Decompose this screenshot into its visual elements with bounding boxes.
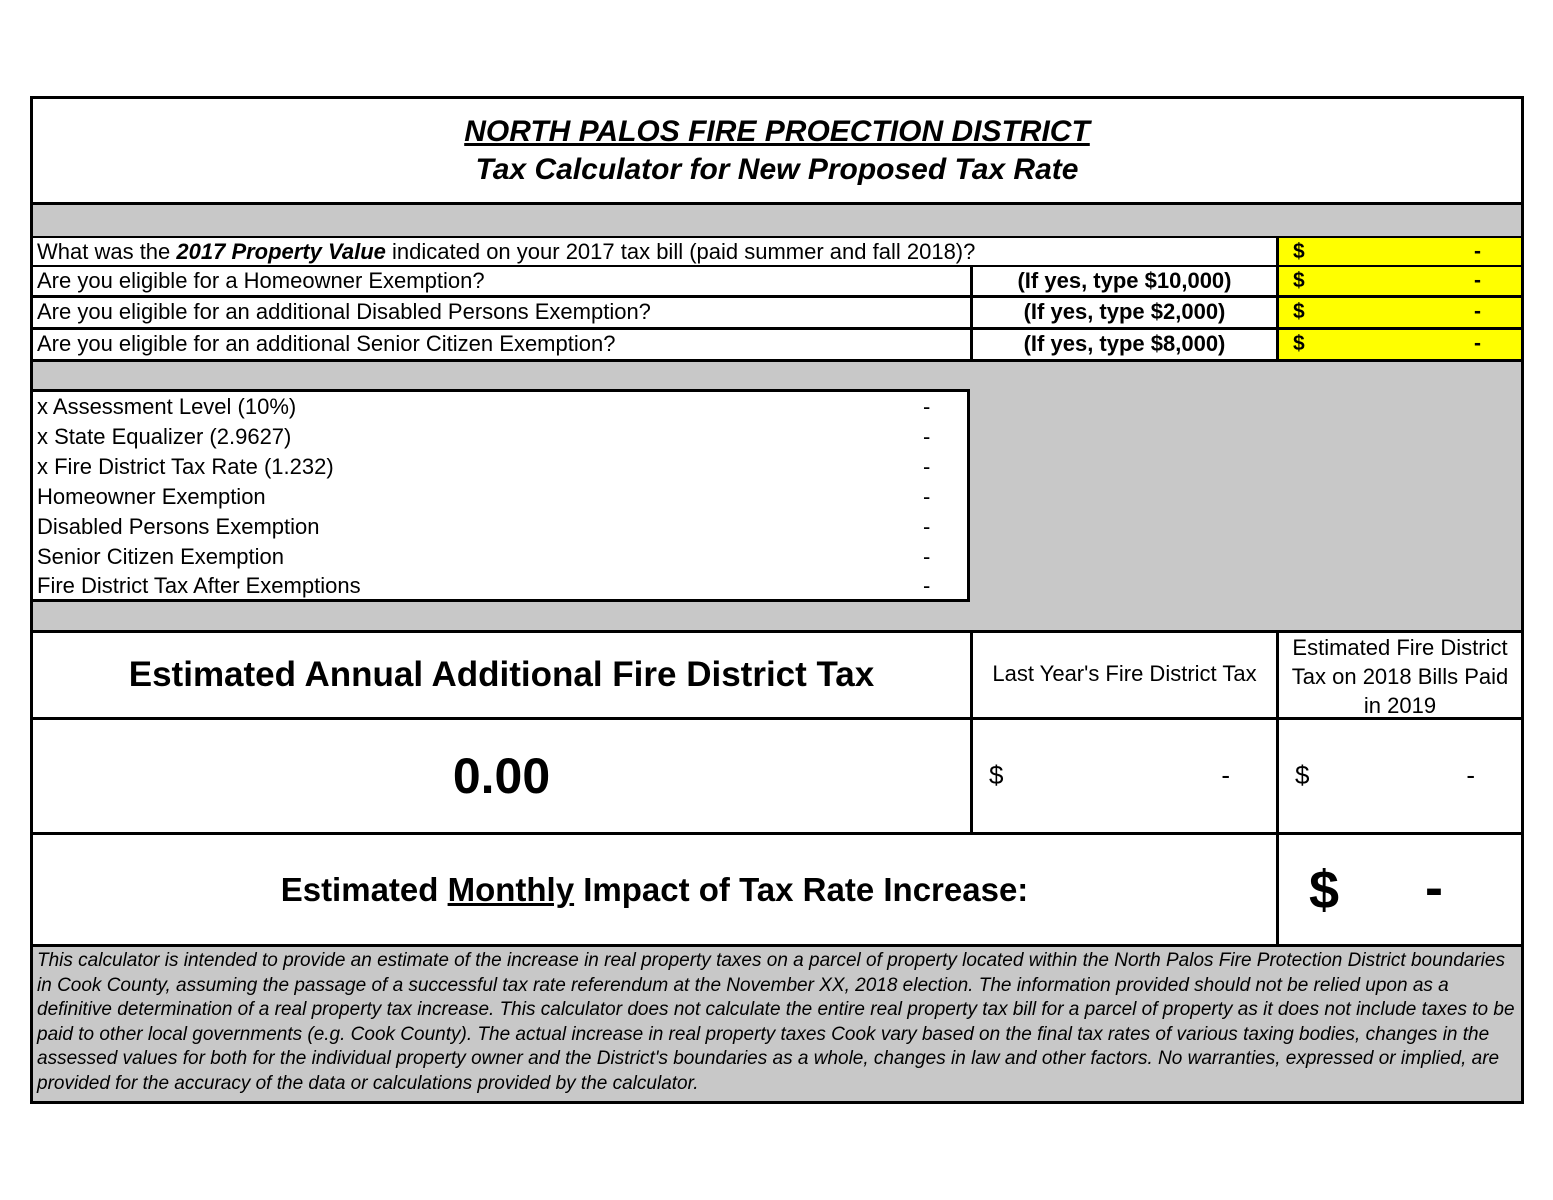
currency-symbol: $ [1309, 860, 1340, 920]
monthly-text-pre: Estimated [280, 871, 448, 908]
annual-tax-header: Estimated Annual Additional Fire District Tax [33, 630, 970, 720]
calc-label-after-exemptions: Fire District Tax After Exemptions [37, 573, 361, 598]
question-property-value [33, 236, 1276, 267]
calc-label-tax-rate: x Fire District Tax Rate (1.232) [37, 454, 334, 479]
calculation-breakdown [33, 389, 970, 602]
monthly-impact-value: - [1425, 858, 1443, 918]
question-text-pre: What was the [37, 239, 177, 264]
disabled-exemption-value: - [1474, 300, 1481, 323]
homeowner-hint: (If yes, type $10,000) [970, 267, 1276, 298]
property-value: - [1474, 240, 1481, 263]
calc-label-assessment: x Assessment Level (10%) [37, 394, 297, 419]
question-homeowner-exemption [33, 267, 970, 298]
monthly-impact-label [33, 835, 1276, 947]
annual-additional-tax-value: 0.00 [33, 720, 970, 835]
question-text: Are you eligible for an additional Senior Citizen Exemption? [37, 331, 616, 356]
calc-value-after-exemptions: - [923, 573, 931, 598]
currency-symbol: $ [989, 760, 1004, 790]
disabled-exemption-input[interactable] [1276, 298, 1521, 330]
currency-symbol: $ [1295, 760, 1310, 790]
question-text: Are you eligible for an additional Disabled Persons Exemption? [37, 299, 651, 324]
last-year-tax-header: Last Year's Fire District Tax [970, 630, 1276, 720]
question-disabled-exemption [33, 298, 970, 330]
district-title: NORTH PALOS FIRE PROECTION DISTRICT [464, 115, 1090, 148]
last-year-tax-value: - [1221, 760, 1230, 790]
question-text: Are you eligible for a Homeowner Exemption? [37, 268, 485, 293]
disabled-hint: (If yes, type $2,000) [970, 298, 1276, 330]
currency-symbol: $ [1293, 240, 1305, 263]
estimated-tax-header: Estimated Fire District Tax on 2018 Bills Paid in 2019 [1276, 630, 1521, 720]
currency-symbol: $ [1293, 332, 1305, 355]
calc-value-equalizer: - [923, 424, 931, 449]
senior-exemption-value: - [1474, 332, 1481, 355]
calc-value-tax-rate: - [923, 454, 931, 479]
question-text-post: indicated on your 2017 tax bill (paid summer and fall 2018)? [385, 239, 976, 264]
monthly-text-post: Impact of Tax Rate Increase: [574, 871, 1029, 908]
disclaimer-text: This calculator is intended to provide an estimate of the increase in real property taxes on a parcel of property located within the North Palos Fire Protection District boundaries in Cook County, assuming the passage of a successful tax rate referendum at the November XX, 2018 election. The information provided should not be relied upon as a definitive determination of a real property tax increase. This calculator does not calculate the entire real property tax bill for a parcel of property as it does not include taxes to be paid to other local governments (e.g. Cook County). The actual increase in real property taxes Cook vary based on the final tax rates of various taxing bodies, changes in the assessed values for both for the individual property owner and the District's boundaries as a whole, changes in law and other factors. No warranties, expressed or implied, are provided for the accuracy of the data or calculations provided by the calculator. [37, 950, 1515, 1094]
calc-label-senior: Senior Citizen Exemption [37, 544, 285, 569]
question-senior-exemption [33, 330, 970, 362]
currency-symbol: $ [1293, 269, 1305, 292]
calc-label-equalizer: x State Equalizer (2.9627) [37, 424, 292, 449]
calc-label-disabled: Disabled Persons Exemption [37, 514, 320, 539]
homeowner-exemption-value: - [1474, 269, 1481, 292]
monthly-text-underlined: Monthly [447, 871, 575, 908]
tax-calculator-sheet [30, 96, 1524, 1104]
currency-symbol: $ [1293, 300, 1305, 323]
calc-value-senior: - [923, 544, 931, 569]
last-year-tax-cell [970, 720, 1276, 835]
estimated-tax-value: - [1466, 760, 1475, 790]
calc-value-assessment: - [923, 394, 931, 419]
title-block [33, 99, 1521, 205]
question-text-bold: 2017 Property Value [176, 239, 386, 264]
estimated-tax-cell [1276, 720, 1521, 835]
monthly-impact-cell [1276, 835, 1521, 947]
calc-label-homeowner: Homeowner Exemption [37, 484, 266, 509]
senior-hint: (If yes, type $8,000) [970, 330, 1276, 362]
calc-value-disabled: - [923, 514, 931, 539]
property-value-input[interactable] [1276, 236, 1521, 267]
calc-value-homeowner: - [923, 484, 931, 509]
senior-exemption-input[interactable] [1276, 330, 1521, 362]
homeowner-exemption-input[interactable] [1276, 267, 1521, 298]
calculator-subtitle: Tax Calculator for New Proposed Tax Rate [475, 153, 1079, 186]
